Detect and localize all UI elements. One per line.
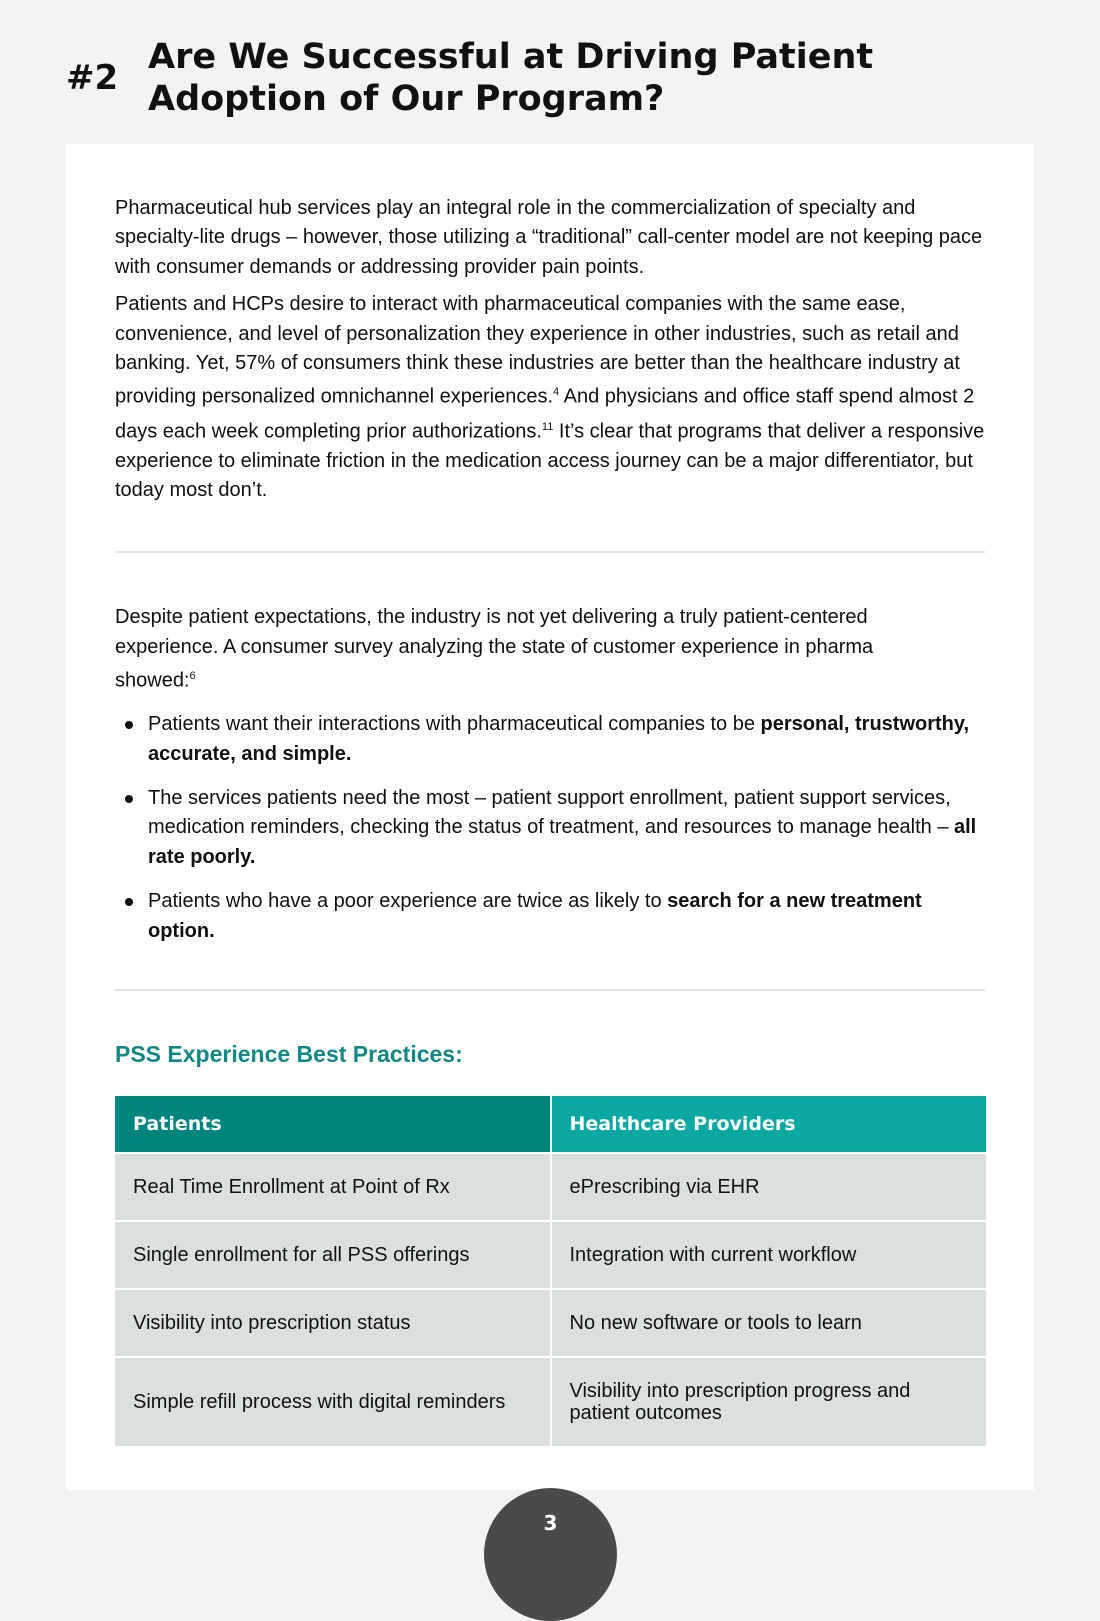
survey-findings-list	[115, 710, 985, 946]
footnote-ref-6: 6	[189, 670, 196, 683]
table-row	[115, 1289, 986, 1357]
content-area	[115, 194, 985, 1446]
intro-paragraph-2	[115, 290, 985, 505]
page-number: 3	[543, 1511, 558, 1535]
best-practices-table	[115, 1096, 986, 1446]
survey-intro	[115, 603, 945, 696]
bullet-dot	[125, 898, 133, 906]
table-row	[115, 1357, 986, 1446]
column-header-providers: Healthcare Providers	[551, 1096, 987, 1153]
list-item	[115, 887, 985, 946]
table-cell: Single enrollment for all PSS offerings	[115, 1221, 551, 1289]
table-row	[115, 1153, 986, 1221]
bullet-bold-text: search for a new treatment option.	[148, 890, 922, 942]
table-cell: Visibility into prescription progress and patient outcomes	[551, 1357, 987, 1446]
table-cell: ePrescribing via EHR	[551, 1153, 987, 1221]
footnote-ref-4: 4	[553, 386, 560, 399]
intro-p2-part-c: It’s clear that programs that deliver a responsive experience to eliminate friction in the medication access journey can be a major differentiator, but today most don’t.	[115, 420, 985, 501]
bullet-bold-text: all rate poorly.	[148, 816, 977, 868]
bullet-bold-text: personal, trustworthy, accurate, and simple.	[148, 713, 970, 765]
table-header-row	[115, 1096, 986, 1153]
table-cell: Integration with current workflow	[551, 1221, 987, 1289]
table-cell: Simple refill process with digital reminders	[115, 1357, 551, 1446]
intro-p2-part-b: And physicians and office staff spend almost 2 days each week completing prior authorizations.	[115, 386, 975, 443]
survey-intro-text: Despite patient expectations, the industry is not yet delivering a truly patient-centered experience. A consumer survey analyzing the state of customer experience in pharma showed:	[115, 606, 874, 692]
list-item	[115, 784, 985, 872]
list-item	[115, 710, 985, 769]
best-practices-heading: PSS Experience Best Practices:	[115, 1041, 463, 1068]
intro-paragraph-1: Pharmaceutical hub services play an integral role in the commercialization of specialty and specialty-lite drugs – however, those utilizing a “traditional” call-center model are not keeping pace with consumer demands or addressing provider pain points.	[115, 197, 983, 278]
bullet-text: Patients want their interactions with pharmaceutical companies to be	[148, 713, 761, 736]
table-cell: Real Time Enrollment at Point of Rx	[115, 1153, 551, 1221]
intro-p2-part-a: Patients and HCPs desire to interact with pharmaceutical companies with the same ease, convenience, and level of personalization they experience in other industries, such as retail and banking. Yet, 57% of consumers think these industries are better than the healthcare industry at providing personalized omnichannel experiences.	[115, 293, 960, 409]
table-cell: Visibility into prescription status	[115, 1289, 551, 1357]
bullet-text: Patients who have a poor experience are twice as likely to	[148, 890, 668, 913]
page-number-badge	[484, 1488, 617, 1621]
bullet-dot	[125, 795, 133, 803]
content-card	[66, 144, 1034, 1490]
column-header-patients: Patients	[115, 1096, 551, 1153]
section-number: #2	[66, 58, 119, 98]
table-cell: No new software or tools to learn	[551, 1289, 987, 1357]
bullet-text: The services patients need the most – patient support enrollment, patient support services, medication reminders, checking the status of treatment, and resources to manage health –	[148, 787, 954, 839]
page-title: Are We Successful at Driving Patient Adoption of Our Program?	[148, 37, 874, 119]
bullet-dot	[125, 721, 133, 729]
table-row	[115, 1221, 986, 1289]
footnote-ref-11: 11	[541, 420, 554, 433]
